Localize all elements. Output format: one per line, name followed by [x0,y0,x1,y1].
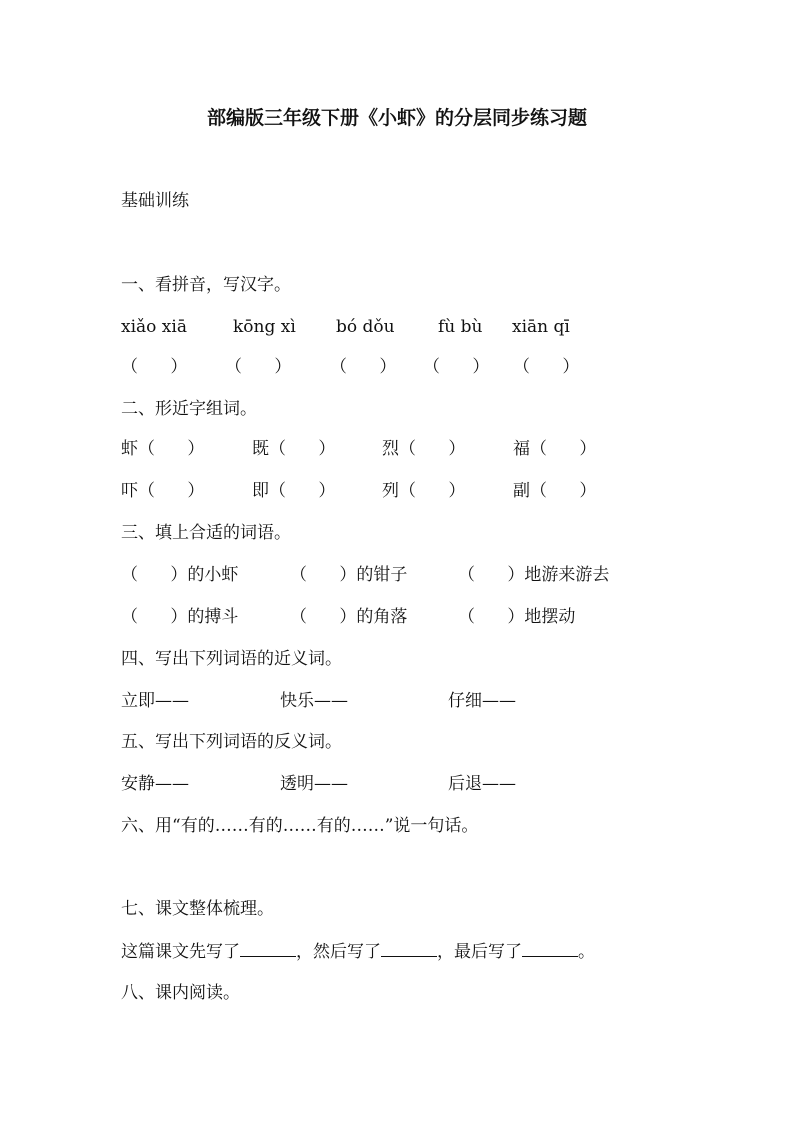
q1-pinyin-3: bó dǒu [336,317,395,337]
q7-blank-1[interactable] [240,940,296,957]
q7-blank-3[interactable] [522,940,578,957]
q1-answer-box-2[interactable]: （ ） [225,357,292,377]
q4-item-2[interactable]: 快乐—— [280,691,348,711]
q1-answer-box-1[interactable]: （ ） [121,357,188,377]
q1-pinyin-2: kōng xì [233,317,296,337]
q4-item-1[interactable]: 立即—— [121,691,189,711]
q1-answer-box-3[interactable]: （ ） [330,357,397,377]
q2-heading: 二、形近字组词。 [121,399,257,419]
q2-item-6[interactable]: 即（ ） [252,481,336,501]
q7-heading: 七、课文整体梳理。 [121,899,274,919]
q1-heading: 一、看拼音，写汉字。 [121,275,291,295]
q7-sentence [121,940,595,963]
q2-item-1[interactable]: 虾（ ） [121,439,205,459]
q5-item-3[interactable]: 后退—— [448,774,516,794]
q5-item-2[interactable]: 透明—— [280,774,348,794]
q7-part-4: 。 [578,942,595,962]
q6-heading: 六、用“有的……有的……有的……”说一句话。 [121,816,479,836]
q2-item-7[interactable]: 列（ ） [382,481,466,501]
q2-item-2[interactable]: 既（ ） [252,439,336,459]
q1-answer-box-4[interactable]: （ ） [423,357,490,377]
q5-item-1[interactable]: 安静—— [121,774,189,794]
q2-item-5[interactable]: 吓（ ） [121,481,205,501]
q4-item-3[interactable]: 仔细—— [448,691,516,711]
q3-heading: 三、填上合适的词语。 [121,523,291,543]
q8-heading: 八、课内阅读。 [121,983,240,1003]
q1-answer-box-5[interactable]: （ ） [513,357,580,377]
q2-item-3[interactable]: 烈（ ） [382,439,466,459]
q4-heading: 四、写出下列词语的近义词。 [121,649,342,669]
q7-part-1: 这篇课文先写了 [121,942,240,962]
q2-item-4[interactable]: 福（ ） [513,439,597,459]
q3-item-5[interactable]: （ ）的角落 [290,607,408,627]
q7-blank-2[interactable] [381,940,437,957]
q7-part-2: ，然后写了 [296,942,381,962]
q3-item-2[interactable]: （ ）的钳子 [290,565,408,585]
q1-pinyin-4: fù bù [438,317,483,337]
q7-part-3: ，最后写了 [437,942,522,962]
q3-item-6[interactable]: （ ）地摆动 [458,607,576,627]
q2-item-8[interactable]: 副（ ） [513,481,597,501]
q5-heading: 五、写出下列词语的反义词。 [121,732,342,752]
q3-item-3[interactable]: （ ）地游来游去 [458,565,610,585]
q1-pinyin-5: xiān qī [512,317,570,337]
q3-item-4[interactable]: （ ）的搏斗 [121,607,239,627]
section-label: 基础训练 [121,191,189,211]
page-title: 部编版三年级下册《小虾》的分层同步练习题 [206,107,587,129]
q3-item-1[interactable]: （ ）的小虾 [121,565,239,585]
q1-pinyin-1: xiǎo xiā [121,317,187,337]
